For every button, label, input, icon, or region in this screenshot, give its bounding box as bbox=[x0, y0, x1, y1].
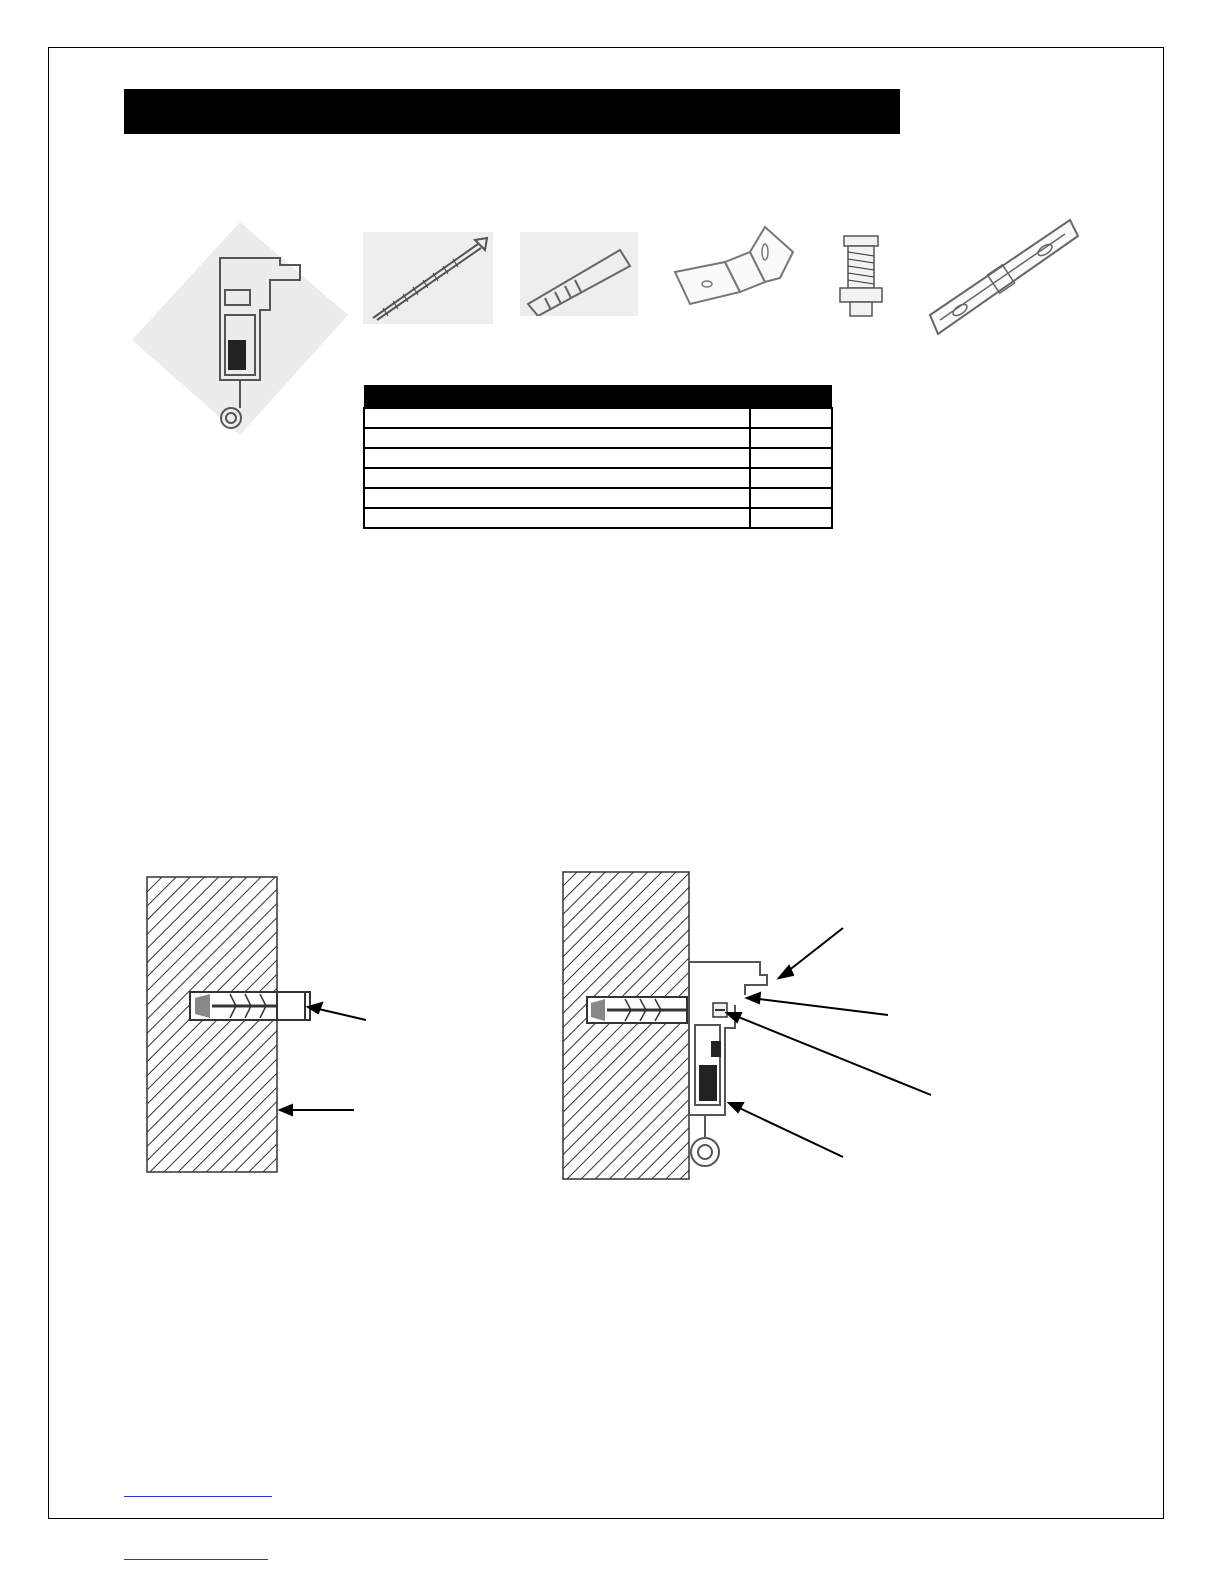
bracket-pointer-arrow bbox=[733, 1105, 843, 1157]
table-row bbox=[364, 468, 832, 488]
wall-section bbox=[147, 877, 277, 1172]
spirit-level-illustration bbox=[920, 210, 1085, 342]
wall-plug-illustration bbox=[520, 232, 638, 316]
screw-head bbox=[713, 1003, 727, 1017]
table-row bbox=[364, 448, 832, 468]
parts-table-header-description bbox=[364, 385, 750, 408]
part-description bbox=[364, 508, 750, 528]
bracket-profile bbox=[689, 962, 767, 1166]
wall-plug-installation-diagram bbox=[140, 870, 380, 1180]
page-title-bar bbox=[124, 89, 900, 134]
part-quantity bbox=[750, 428, 832, 448]
part-quantity bbox=[750, 468, 832, 488]
footer-link-underline[interactable] bbox=[124, 1496, 272, 1497]
part-quantity bbox=[750, 408, 832, 428]
wall-section bbox=[563, 872, 689, 1179]
parts-table-header-quantity bbox=[750, 385, 832, 408]
bracket-mounting-section-diagram bbox=[555, 865, 940, 1185]
screw-pointer-arrow bbox=[731, 1014, 931, 1095]
part-quantity bbox=[750, 508, 832, 528]
wall-plug-section bbox=[190, 992, 310, 1020]
part-description bbox=[364, 408, 750, 428]
part-description bbox=[364, 488, 750, 508]
table-row bbox=[364, 488, 832, 508]
angle-bracket-illustration bbox=[665, 222, 805, 322]
table-row bbox=[364, 428, 832, 448]
part-quantity bbox=[750, 448, 832, 468]
wall-plug-section bbox=[587, 997, 687, 1023]
clip-pointer-arrow bbox=[751, 998, 888, 1015]
table-row bbox=[364, 408, 832, 428]
footer-link-underline-outer[interactable] bbox=[124, 1559, 268, 1560]
bracket-clip-illustration bbox=[130, 220, 350, 440]
rail-pointer-arrow bbox=[783, 928, 843, 975]
table-row bbox=[364, 508, 832, 528]
part-description bbox=[364, 428, 750, 448]
parts-table-header bbox=[364, 385, 832, 408]
bolt-nut-illustration bbox=[836, 232, 886, 320]
part-description bbox=[364, 468, 750, 488]
screw-illustration bbox=[363, 232, 493, 324]
part-quantity bbox=[750, 488, 832, 508]
part-description bbox=[364, 448, 750, 468]
parts-list-table bbox=[363, 385, 833, 529]
